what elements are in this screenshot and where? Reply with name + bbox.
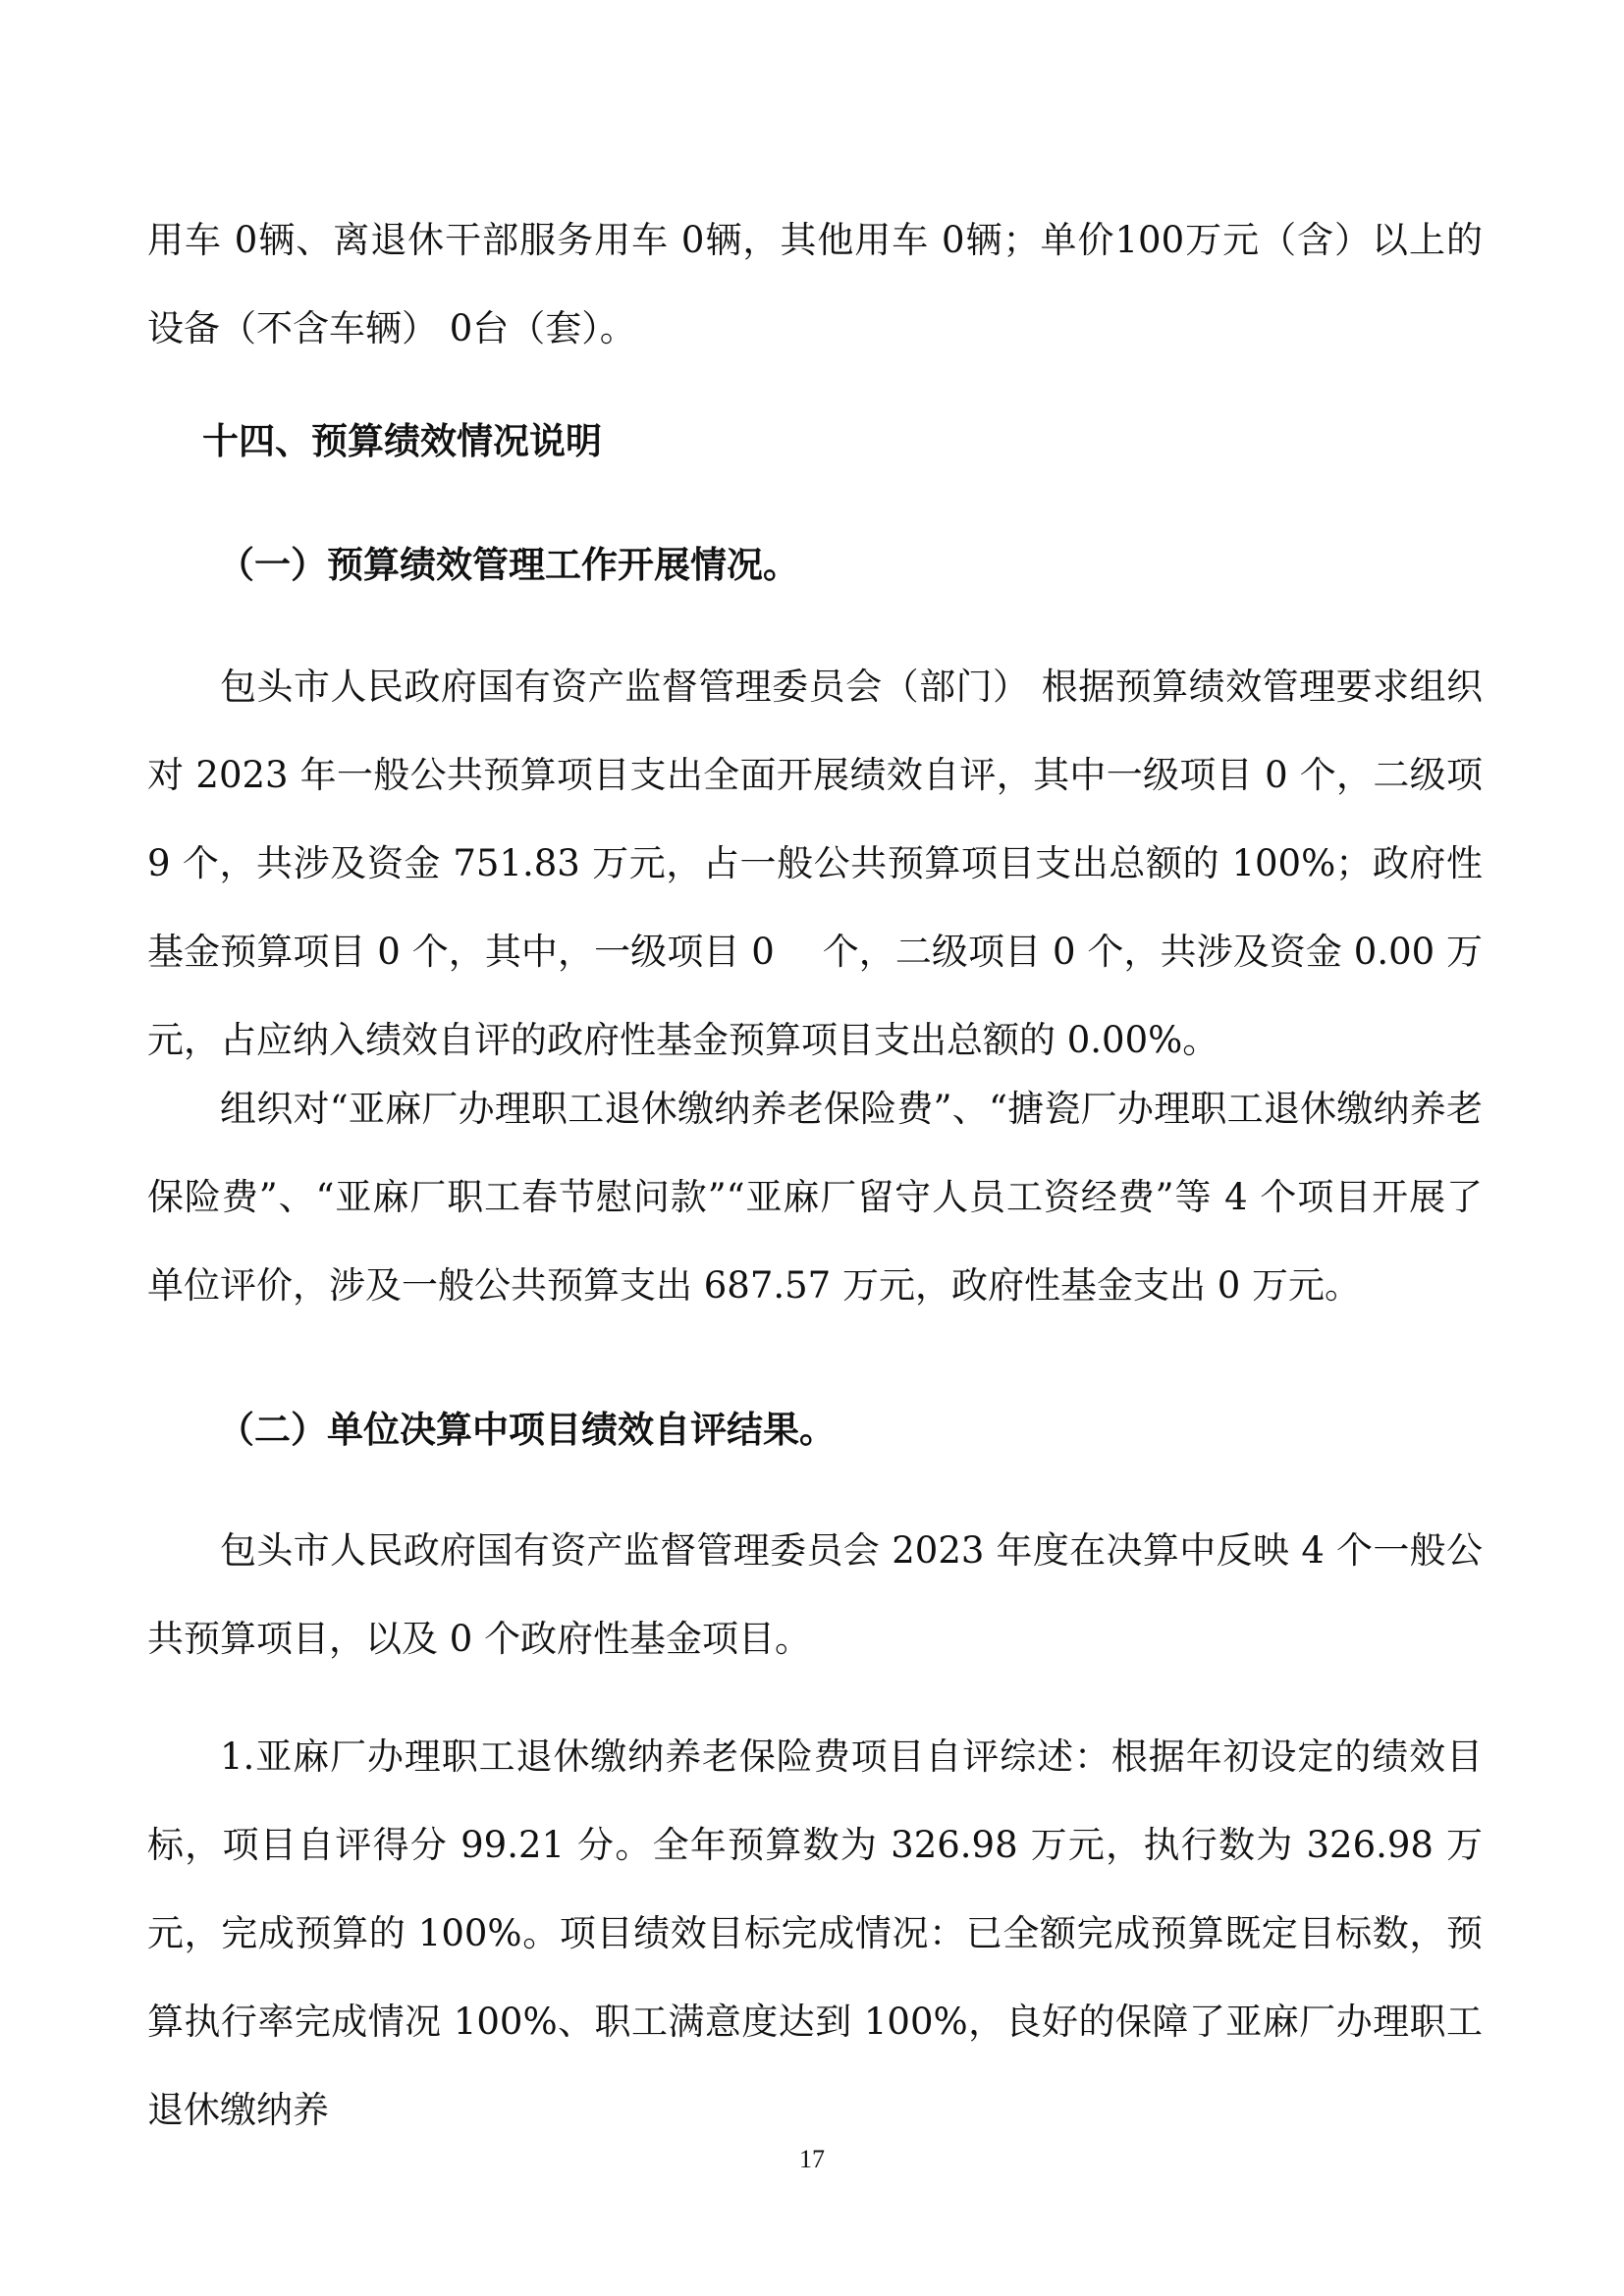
paragraph-project-1-summary: 1.亚麻厂办理职工退休缴纳养老保险费项目自评综述：根据年初设定的绩效目标，项目自评得分 99.21 分。全年预算数为 326.98 万元，执行数为 326.98 万元，完成预算的 100%。项目绩效目标完成情况：已全额完成预算既定目标数，预算执行率完成情况 100%、职工满意度达到 100%，良好的保障了亚麻厂办理职工退休缴纳养 — [147, 1735, 1483, 2131]
page-number: 17 — [799, 2145, 825, 2173]
paragraph-vehicles-continued: 用车 0辆、离退休干部服务用车 0辆，其他用车 0辆；单价100万元（含）以上的设备（不含车辆） 0台（套）。 — [147, 219, 1483, 349]
paragraph-self-evaluation: 包头市人民政府国有资产监督管理委员会（部门） 根据预算绩效管理要求组织对 2023 年一般公共预算项目支出全面开展绩效自评，其中一级项目 0 个，二级项 9 个，共涉及资金 751.83 万元，占一般公共预算项目支出总额的 100%；政府性基金预算项目 0 个，其中，一级项目 0 个，二级项目 0 个，共涉及资金 0.00 万元，占应纳入绩效自评的政府性基金预算项目支出总额的 0.00%。 — [147, 666, 1483, 1061]
subheading-2: （二）单位决算中项目绩效自评结果。 — [218, 1409, 836, 1451]
paragraph-project-count: 包头市人民政府国有资产监督管理委员会 2023 年度在决算中反映 4 个一般公共预算项目，以及 0 个政府性基金项目。 — [147, 1529, 1483, 1660]
subheading-1: （一）预算绩效管理工作开展情况。 — [218, 544, 799, 586]
paragraph-unit-evaluation: 组织对“亚麻厂办理职工退休缴纳养老保险费”、“搪瓷厂办理职工退休缴纳养老保险费”、“亚麻厂职工春节慰问款”“亚麻厂留守人员工资经费”等 4 个项目开展了单位评价，涉及一般公共预算支出 687.57 万元，政府性基金支出 0 万元。 — [147, 1088, 1483, 1307]
section-heading-14: 十四、预算绩效情况说明 — [202, 420, 602, 462]
